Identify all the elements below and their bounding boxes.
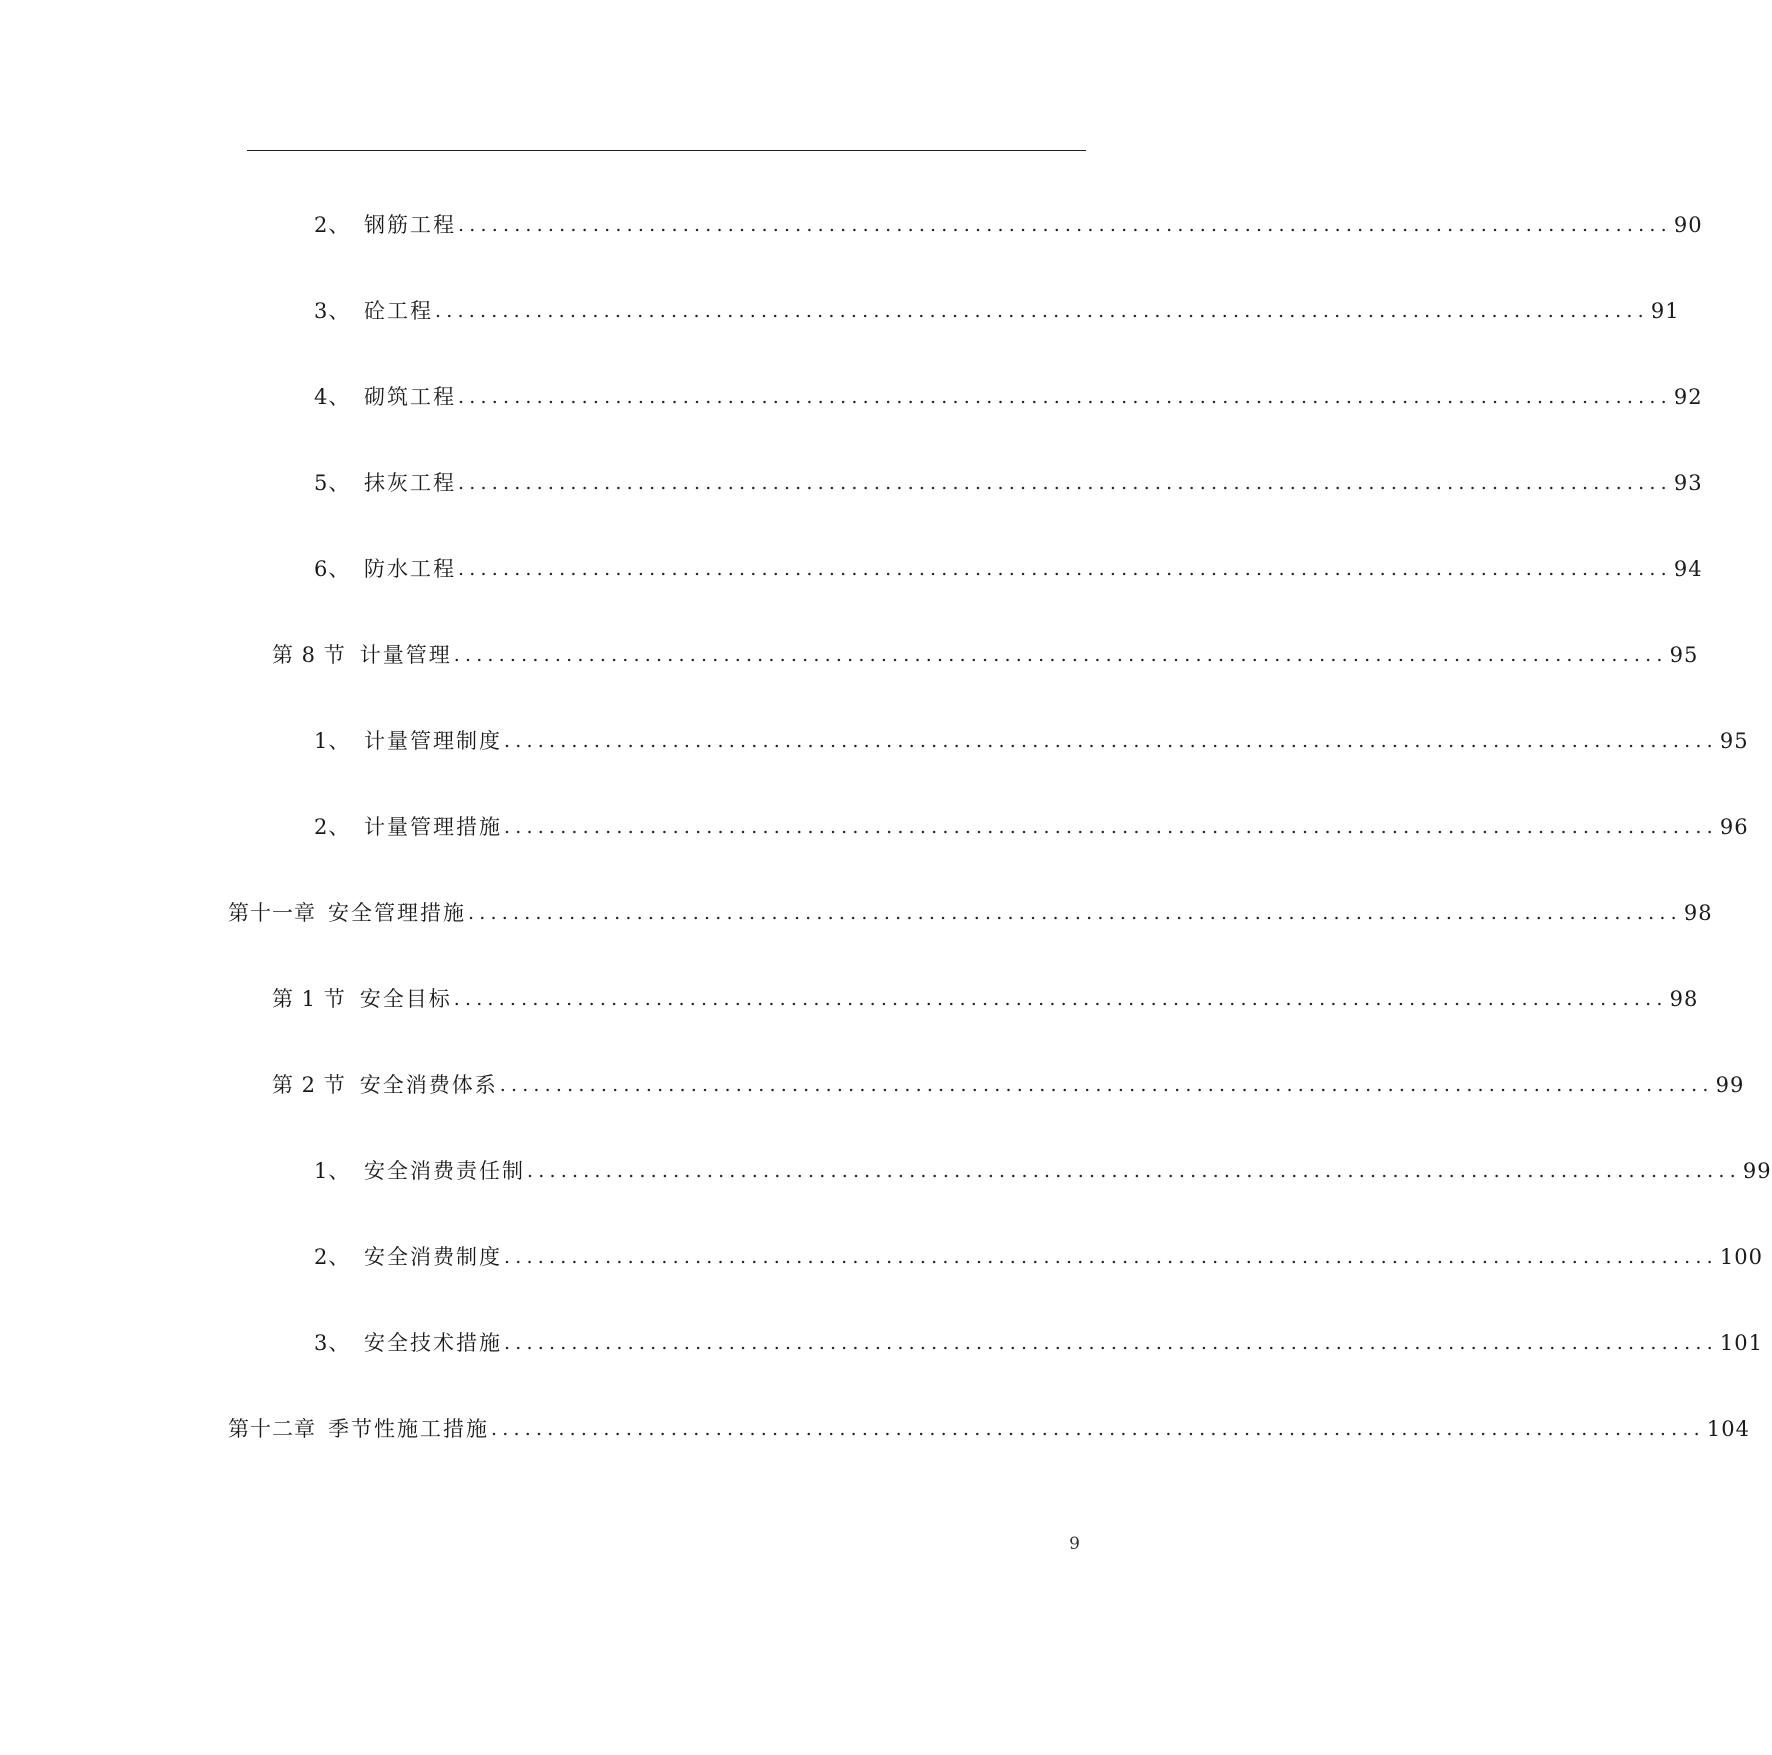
toc-entry[interactable]	[314, 724, 1749, 758]
toc-dot-leader: ............................................................................................................	[504, 816, 1718, 838]
toc-dot-leader: ............................................................................................................	[499, 1074, 1714, 1096]
toc-entry-title: 计量管理	[359, 643, 452, 667]
toc-entry-page: 98	[1683, 901, 1713, 925]
toc-entry-page: 101	[1719, 1331, 1763, 1355]
toc-dot-leader: ............................................................................................................	[458, 472, 1672, 494]
toc-entry[interactable]	[272, 638, 1699, 672]
toc-entry-page: 99	[1742, 1159, 1772, 1183]
toc-dot-leader: ............................................................................................................	[458, 214, 1672, 236]
toc-dot-leader: ............................................................................................................	[491, 1418, 1705, 1440]
toc-entry-number: 2、	[314, 1245, 351, 1269]
toc-entry[interactable]	[314, 466, 1703, 500]
toc-entry-number: 4、	[314, 385, 351, 409]
toc-entry-title: 计量管理制度	[364, 729, 502, 753]
toc-entry-title: 安全消费责任制	[364, 1159, 525, 1183]
toc-entry-page: 100	[1719, 1245, 1763, 1269]
toc-entry-title: 安全目标	[359, 987, 452, 1011]
toc-entry-number: 第十一章	[228, 901, 316, 925]
toc-entry-number: 6、	[314, 557, 351, 581]
toc-entry-title: 安全消费体系	[359, 1073, 498, 1097]
toc-entry-page: 91	[1650, 299, 1680, 323]
toc-entry[interactable]	[228, 896, 1713, 930]
toc-entry[interactable]	[314, 380, 1703, 414]
toc-entry-page: 95	[1669, 643, 1699, 667]
toc-entry-page: 94	[1673, 557, 1703, 581]
toc-entry[interactable]	[314, 208, 1703, 242]
toc-entry-page: 93	[1673, 471, 1703, 495]
toc-entry-number: 5、	[314, 471, 351, 495]
toc-entry[interactable]	[314, 294, 1680, 328]
toc-entry[interactable]	[272, 1068, 1745, 1102]
toc-entry-title: 砌筑工程	[364, 385, 456, 409]
toc-entry-number: 1、	[314, 729, 351, 753]
toc-entry-number: 2、	[314, 815, 351, 839]
toc-entry[interactable]	[314, 1240, 1763, 1274]
toc-entry-title: 安全管理措施	[328, 901, 466, 925]
toc-entry[interactable]	[314, 810, 1749, 844]
toc-dot-leader: ............................................................................................................	[458, 558, 1672, 580]
toc-entry-number: 第十二章	[228, 1417, 316, 1441]
toc-dot-leader: ............................................................................................................	[458, 386, 1672, 408]
toc-entry-page: 90	[1673, 213, 1703, 237]
toc-entry-title: 抹灰工程	[364, 471, 456, 495]
toc-entry-page: 98	[1669, 987, 1699, 1011]
toc-entry[interactable]	[272, 982, 1699, 1016]
toc-entry-number: 3、	[314, 299, 351, 323]
toc-entry-number: 第 1 节	[272, 987, 346, 1011]
toc-entry-title: 安全消费制度	[364, 1245, 502, 1269]
toc-entry[interactable]	[314, 1154, 1772, 1188]
toc-entry[interactable]	[314, 552, 1703, 586]
toc-entry-page: 95	[1719, 729, 1749, 753]
toc-entry-page: 99	[1715, 1073, 1745, 1097]
toc-dot-leader: ............................................................................................................	[435, 300, 1649, 322]
toc-entry[interactable]	[314, 1326, 1763, 1360]
toc-entry-title: 计量管理措施	[364, 815, 502, 839]
toc-dot-leader: ............................................................................................................	[504, 1332, 1718, 1354]
toc-entry-title: 砼工程	[364, 299, 433, 323]
toc-entry-number: 2、	[314, 213, 351, 237]
toc-entry-page: 96	[1719, 815, 1749, 839]
toc-entry-number: 3、	[314, 1331, 351, 1355]
toc-dot-leader: ............................................................................................................	[504, 1246, 1718, 1268]
toc-entry-page: 92	[1673, 385, 1703, 409]
footer-page-number: 9	[1069, 1534, 1080, 1554]
toc-entry-title: 钢筋工程	[364, 213, 456, 237]
toc-entry-title: 防水工程	[364, 557, 456, 581]
toc-entry-number: 第 8 节	[272, 643, 346, 667]
toc-entry-title: 季节性施工措施	[328, 1417, 489, 1441]
toc-entry-title: 安全技术措施	[364, 1331, 502, 1355]
toc-entry[interactable]	[228, 1412, 1750, 1446]
toc-entry-page: 104	[1706, 1417, 1750, 1441]
toc-dot-leader: ............................................................................................................	[453, 988, 1668, 1010]
toc-dot-leader: ............................................................................................................	[527, 1160, 1741, 1182]
toc-dot-leader: ............................................................................................................	[504, 730, 1718, 752]
toc-entry-number: 第 2 节	[272, 1073, 346, 1097]
toc-dot-leader: ............................................................................................................	[468, 902, 1682, 924]
toc-entry-number: 1、	[314, 1159, 351, 1183]
toc-dot-leader: ............................................................................................................	[453, 644, 1668, 666]
